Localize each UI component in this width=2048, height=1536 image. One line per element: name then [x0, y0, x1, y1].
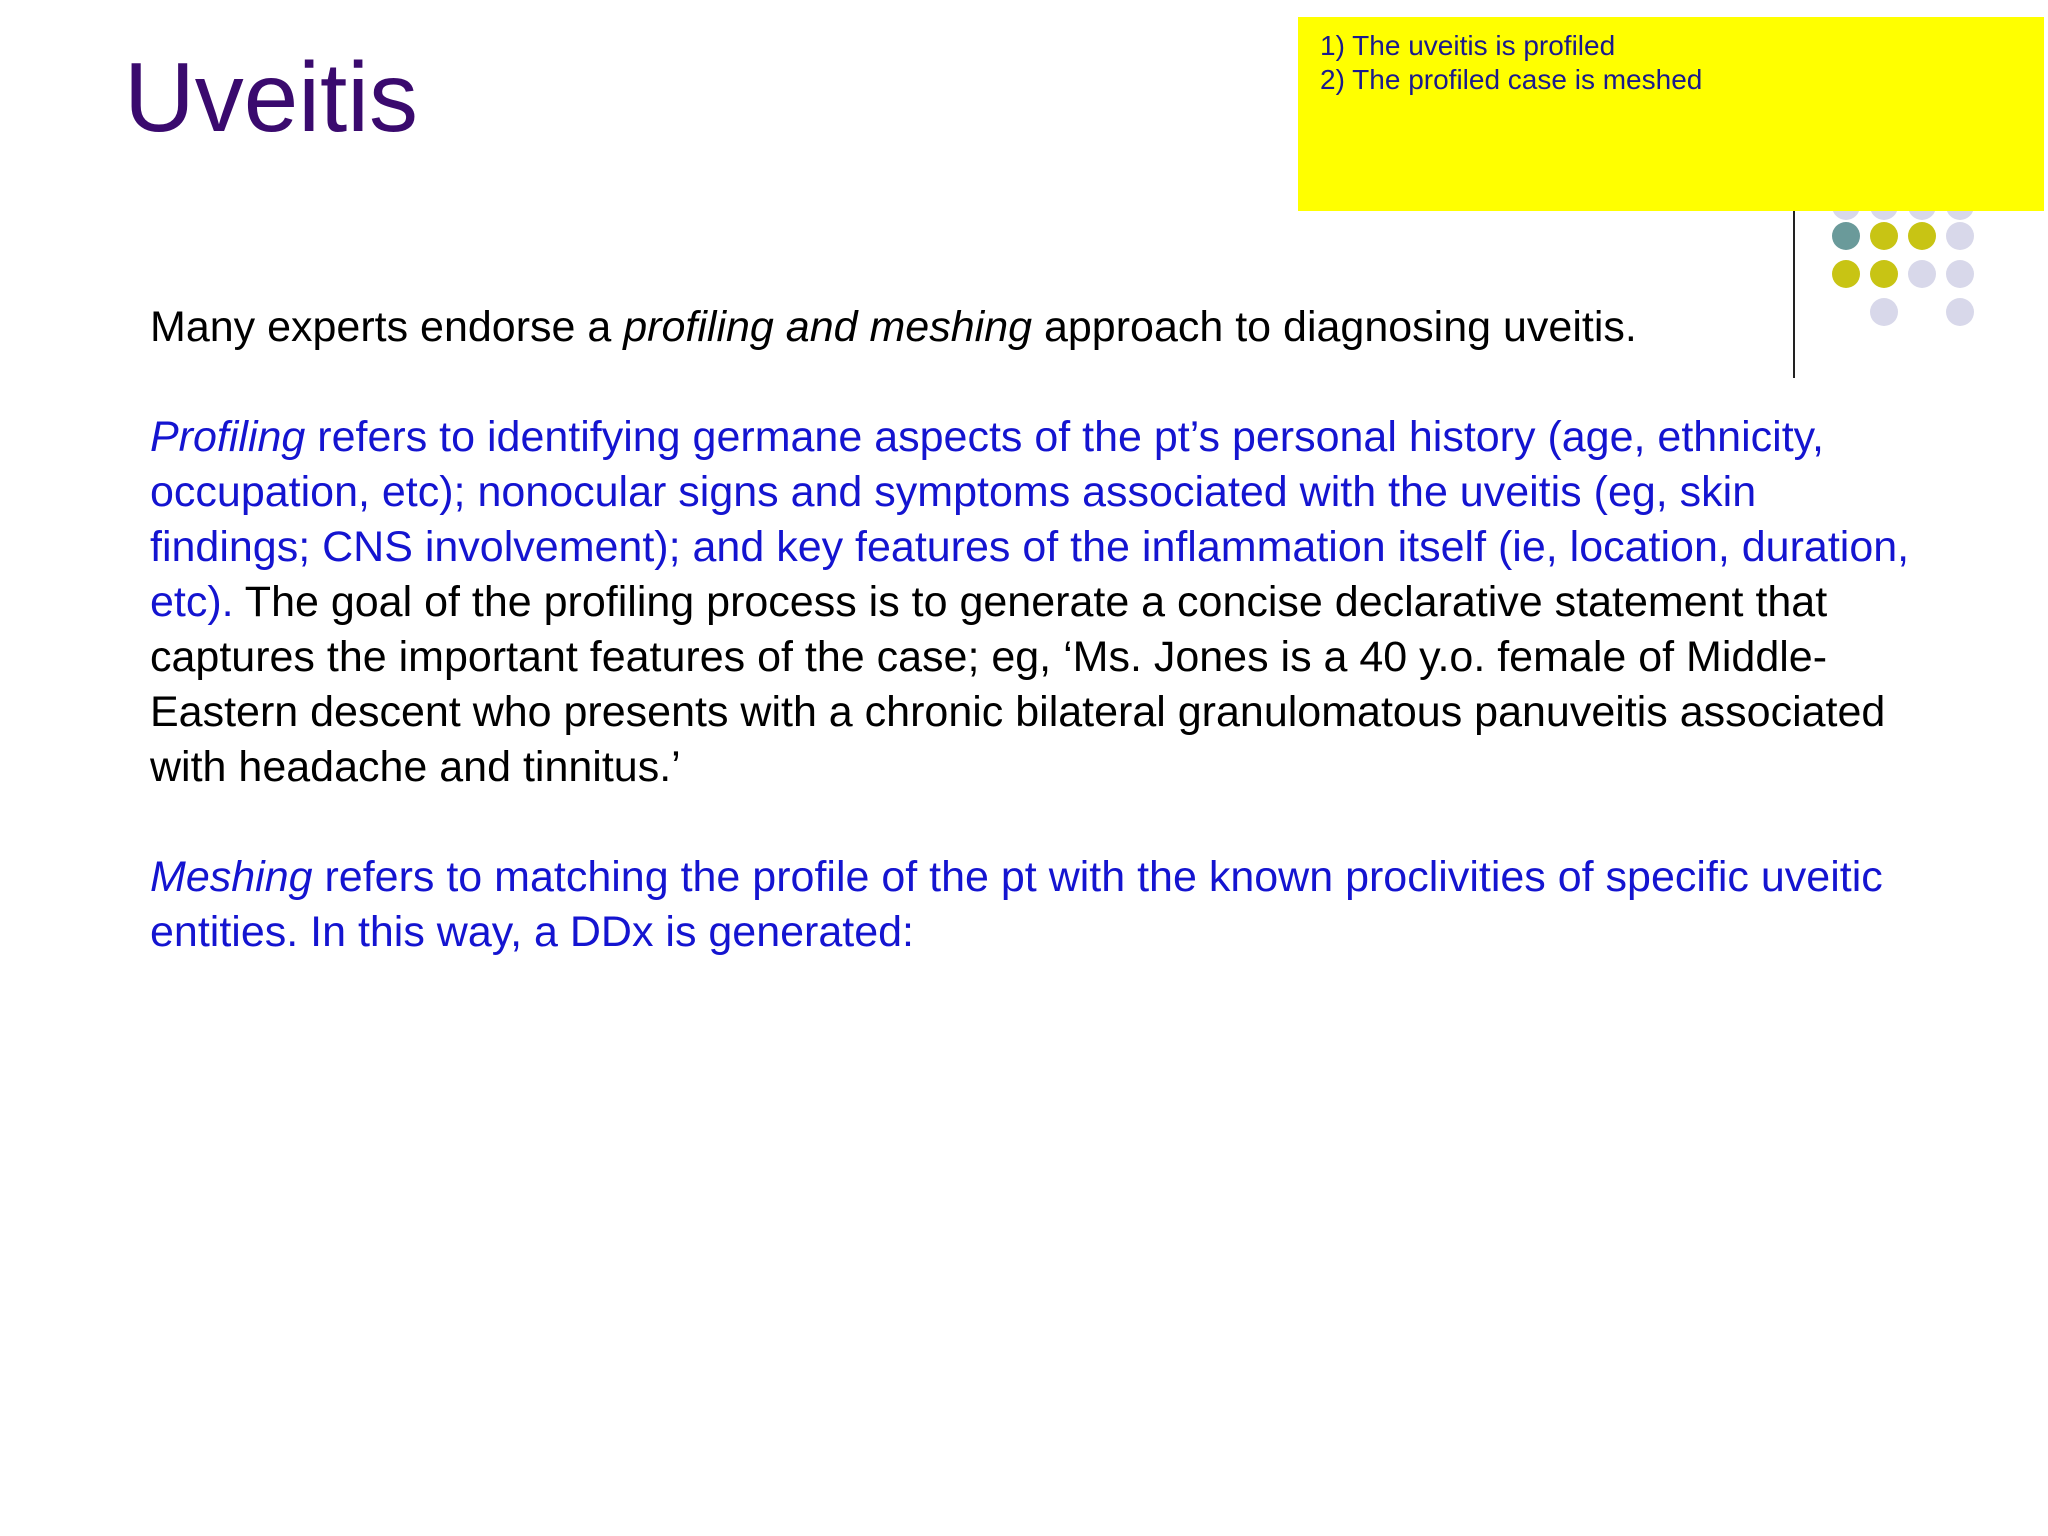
sticky-note: [1298, 17, 2044, 211]
profiling-paragraph: [150, 410, 1910, 795]
profiling-definition: refers to identifying germane aspects of the pt’s personal history (age, ethnicity, occupation, etc); nonocular signs and symptoms associated with the uveitis (eg, skin findings; CNS involvement); and key features of the inflammation itself (ie, location, duration, etc).: [150, 413, 1910, 626]
decor-dot: [1946, 298, 1974, 326]
slide-body: [150, 300, 1910, 1015]
decor-dot: [1870, 260, 1898, 288]
intro-emphasis: profiling and meshing: [623, 303, 1033, 351]
note-line-2: 2) The profiled case is meshed: [1320, 64, 1703, 95]
decor-dot: [1870, 222, 1898, 250]
decor-dot: [1946, 260, 1974, 288]
slide-title: Uveitis: [124, 42, 419, 152]
profiling-term: Profiling: [150, 413, 306, 461]
decor-dot: [1832, 222, 1860, 250]
intro-paragraph: [150, 300, 1910, 355]
profiling-goal: The goal of the profiling process is to generate a concise declarative statement that captures the important features of the case; eg, ‘Ms. Jones is a 40 y.o. female of Middle-Eastern descent who presents with a chronic bilateral granulomatous panuveitis associated with headache and tinnitus.’: [150, 578, 1886, 791]
decor-dot: [1908, 222, 1936, 250]
decor-dot: [1908, 260, 1936, 288]
decor-dot: [1946, 222, 1974, 250]
intro-text-c: approach to diagnosing uveitis.: [1032, 303, 1637, 351]
intro-text-a: Many experts endorse a: [150, 303, 624, 351]
meshing-term: Meshing: [150, 853, 313, 901]
meshing-paragraph: [150, 850, 1910, 960]
note-line-1: 1) The uveitis is profiled: [1320, 30, 1616, 61]
meshing-definition: refers to matching the profile of the pt with the known proclivities of specific uveitic entities. In this way, a DDx is generated:: [150, 853, 1883, 956]
decor-dot: [1832, 260, 1860, 288]
